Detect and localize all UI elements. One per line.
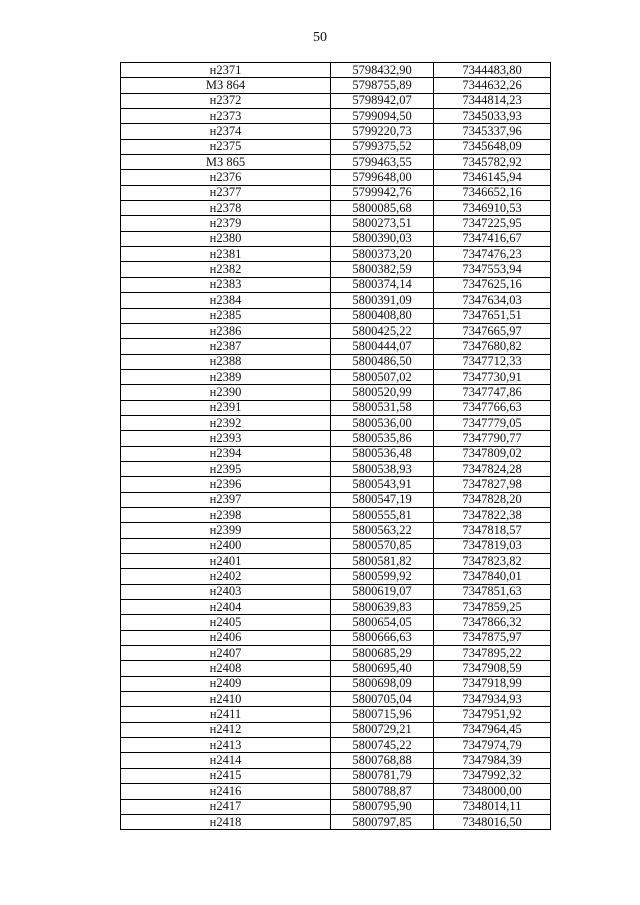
- x-coordinate-cell: 5800797,85: [331, 814, 434, 829]
- y-coordinate-cell: 7347823,82: [434, 554, 551, 569]
- point-id-cell: н2414: [121, 753, 331, 768]
- table-row: [121, 247, 551, 262]
- x-coordinate-cell: 5800795,90: [331, 799, 434, 814]
- point-id-cell: н2407: [121, 646, 331, 661]
- y-coordinate-cell: 7347918,99: [434, 676, 551, 691]
- point-id-cell: н2410: [121, 692, 331, 707]
- y-coordinate-cell: 7347934,93: [434, 692, 551, 707]
- x-coordinate-cell: 5800781,79: [331, 768, 434, 783]
- x-coordinate-cell: 5800535,86: [331, 431, 434, 446]
- table-row: [121, 323, 551, 338]
- table-row: [121, 569, 551, 584]
- y-coordinate-cell: 7344632,26: [434, 78, 551, 93]
- y-coordinate-cell: 7347416,67: [434, 231, 551, 246]
- coordinates-table-body: [121, 63, 551, 830]
- y-coordinate-cell: 7347747,86: [434, 385, 551, 400]
- x-coordinate-cell: 5800373,20: [331, 247, 434, 262]
- x-coordinate-cell: 5800531,58: [331, 400, 434, 415]
- point-id-cell: н2406: [121, 630, 331, 645]
- x-coordinate-cell: 5800390,03: [331, 231, 434, 246]
- y-coordinate-cell: 7347851,63: [434, 584, 551, 599]
- x-coordinate-cell: 5798755,89: [331, 78, 434, 93]
- page-number: 50: [313, 30, 327, 45]
- y-coordinate-cell: 7348000,00: [434, 784, 551, 799]
- x-coordinate-cell: 5799220,73: [331, 124, 434, 139]
- y-coordinate-cell: 7347819,03: [434, 538, 551, 553]
- point-id-cell: н2416: [121, 784, 331, 799]
- point-id-cell: н2378: [121, 201, 331, 216]
- x-coordinate-cell: 5800581,82: [331, 554, 434, 569]
- x-coordinate-cell: 5800619,07: [331, 584, 434, 599]
- y-coordinate-cell: 7347992,32: [434, 768, 551, 783]
- point-id-cell: н2417: [121, 799, 331, 814]
- point-id-cell: н2405: [121, 615, 331, 630]
- table-row: [121, 753, 551, 768]
- point-id-cell: н2386: [121, 323, 331, 338]
- x-coordinate-cell: 5800698,09: [331, 676, 434, 691]
- point-id-cell: н2375: [121, 139, 331, 154]
- y-coordinate-cell: 7347553,94: [434, 262, 551, 277]
- point-id-cell: н2401: [121, 554, 331, 569]
- table-row: [121, 385, 551, 400]
- point-id-cell: н2385: [121, 308, 331, 323]
- table-row: [121, 676, 551, 691]
- y-coordinate-cell: 7347964,45: [434, 722, 551, 737]
- point-id-cell: н2402: [121, 569, 331, 584]
- table-row: [121, 615, 551, 630]
- point-id-cell: н2415: [121, 768, 331, 783]
- point-id-cell: н2395: [121, 461, 331, 476]
- x-coordinate-cell: 5800555,81: [331, 507, 434, 522]
- x-coordinate-cell: 5800745,22: [331, 738, 434, 753]
- table-row: [121, 109, 551, 124]
- table-row: [121, 308, 551, 323]
- y-coordinate-cell: 7347680,82: [434, 339, 551, 354]
- point-id-cell: н2398: [121, 507, 331, 522]
- x-coordinate-cell: 5800520,99: [331, 385, 434, 400]
- x-coordinate-cell: 5800695,40: [331, 661, 434, 676]
- y-coordinate-cell: 7347984,39: [434, 753, 551, 768]
- x-coordinate-cell: 5800654,05: [331, 615, 434, 630]
- y-coordinate-cell: 7347779,05: [434, 415, 551, 430]
- y-coordinate-cell: 7347634,03: [434, 293, 551, 308]
- y-coordinate-cell: 7347866,32: [434, 615, 551, 630]
- x-coordinate-cell: 5799375,52: [331, 139, 434, 154]
- point-id-cell: н2382: [121, 262, 331, 277]
- point-id-cell: н2388: [121, 354, 331, 369]
- point-id-cell: н2374: [121, 124, 331, 139]
- x-coordinate-cell: 5800639,83: [331, 600, 434, 615]
- x-coordinate-cell: 5800425,22: [331, 323, 434, 338]
- table-row: [121, 461, 551, 476]
- point-id-cell: н2408: [121, 661, 331, 676]
- x-coordinate-cell: 5800374,14: [331, 277, 434, 292]
- y-coordinate-cell: 7347840,01: [434, 569, 551, 584]
- y-coordinate-cell: 7345337,96: [434, 124, 551, 139]
- table-row: [121, 400, 551, 415]
- x-coordinate-cell: 5800547,19: [331, 492, 434, 507]
- point-id-cell: н2372: [121, 93, 331, 108]
- y-coordinate-cell: 7347859,25: [434, 600, 551, 615]
- table-row: [121, 78, 551, 93]
- point-id-cell: н2389: [121, 369, 331, 384]
- x-coordinate-cell: 5800666,63: [331, 630, 434, 645]
- table-row: [121, 523, 551, 538]
- table-row: [121, 369, 551, 384]
- x-coordinate-cell: 5800788,87: [331, 784, 434, 799]
- table-row: [121, 630, 551, 645]
- table-row: [121, 814, 551, 829]
- x-coordinate-cell: 5800563,22: [331, 523, 434, 538]
- table-row: [121, 538, 551, 553]
- table-row: [121, 661, 551, 676]
- table-row: [121, 646, 551, 661]
- x-coordinate-cell: 5800705,04: [331, 692, 434, 707]
- x-coordinate-cell: 5800599,92: [331, 569, 434, 584]
- table-row: [121, 784, 551, 799]
- point-id-cell: н2381: [121, 247, 331, 262]
- point-id-cell: н2393: [121, 431, 331, 446]
- x-coordinate-cell: 5800085,68: [331, 201, 434, 216]
- y-coordinate-cell: 7346145,94: [434, 170, 551, 185]
- x-coordinate-cell: 5800729,21: [331, 722, 434, 737]
- point-id-cell: н2409: [121, 676, 331, 691]
- x-coordinate-cell: 5800715,96: [331, 707, 434, 722]
- y-coordinate-cell: 7347818,57: [434, 523, 551, 538]
- table-row: [121, 600, 551, 615]
- table-row: [121, 185, 551, 200]
- y-coordinate-cell: 7347828,20: [434, 492, 551, 507]
- x-coordinate-cell: 5800543,91: [331, 477, 434, 492]
- point-id-cell: н2411: [121, 707, 331, 722]
- y-coordinate-cell: 7347951,92: [434, 707, 551, 722]
- table-row: [121, 738, 551, 753]
- point-id-cell: н2403: [121, 584, 331, 599]
- x-coordinate-cell: 5800486,50: [331, 354, 434, 369]
- point-id-cell: н2384: [121, 293, 331, 308]
- x-coordinate-cell: 5800570,85: [331, 538, 434, 553]
- x-coordinate-cell: 5800391,09: [331, 293, 434, 308]
- point-id-cell: н2396: [121, 477, 331, 492]
- point-id-cell: н2397: [121, 492, 331, 507]
- table-row: [121, 155, 551, 170]
- table-row: [121, 262, 551, 277]
- point-id-cell: н2373: [121, 109, 331, 124]
- table-row: [121, 170, 551, 185]
- y-coordinate-cell: 7347651,51: [434, 308, 551, 323]
- x-coordinate-cell: 5799463,55: [331, 155, 434, 170]
- y-coordinate-cell: 7347824,28: [434, 461, 551, 476]
- y-coordinate-cell: 7347827,98: [434, 477, 551, 492]
- table-row: [121, 584, 551, 599]
- table-row: [121, 446, 551, 461]
- point-id-cell: н2387: [121, 339, 331, 354]
- x-coordinate-cell: 5800382,59: [331, 262, 434, 277]
- table-row: [121, 354, 551, 369]
- x-coordinate-cell: 5800273,51: [331, 216, 434, 231]
- table-row: [121, 707, 551, 722]
- table-row: [121, 492, 551, 507]
- y-coordinate-cell: 7345782,92: [434, 155, 551, 170]
- point-id-cell: н2404: [121, 600, 331, 615]
- y-coordinate-cell: 7347476,23: [434, 247, 551, 262]
- coordinates-table: [120, 62, 551, 830]
- point-id-cell: н2412: [121, 722, 331, 737]
- table-row: [121, 201, 551, 216]
- x-coordinate-cell: 5800538,93: [331, 461, 434, 476]
- table-row: [121, 477, 551, 492]
- x-coordinate-cell: 5798432,90: [331, 63, 434, 78]
- point-id-cell: н2383: [121, 277, 331, 292]
- table-row: [121, 431, 551, 446]
- y-coordinate-cell: 7347822,38: [434, 507, 551, 522]
- point-id-cell: н2418: [121, 814, 331, 829]
- table-row: [121, 768, 551, 783]
- table-row: [121, 231, 551, 246]
- table-row: [121, 93, 551, 108]
- table-row: [121, 124, 551, 139]
- table-row: [121, 139, 551, 154]
- table-row: [121, 507, 551, 522]
- y-coordinate-cell: 7347809,02: [434, 446, 551, 461]
- y-coordinate-cell: 7347225,95: [434, 216, 551, 231]
- x-coordinate-cell: 5799648,00: [331, 170, 434, 185]
- point-id-cell: н2399: [121, 523, 331, 538]
- point-id-cell: н2392: [121, 415, 331, 430]
- x-coordinate-cell: 5800444,07: [331, 339, 434, 354]
- x-coordinate-cell: 5798942,07: [331, 93, 434, 108]
- point-id-cell: н2379: [121, 216, 331, 231]
- table-row: [121, 339, 551, 354]
- table-row: [121, 63, 551, 78]
- x-coordinate-cell: 5800536,48: [331, 446, 434, 461]
- y-coordinate-cell: 7347974,79: [434, 738, 551, 753]
- y-coordinate-cell: 7348016,50: [434, 814, 551, 829]
- y-coordinate-cell: 7348014,11: [434, 799, 551, 814]
- table-row: [121, 799, 551, 814]
- table-row: [121, 277, 551, 292]
- y-coordinate-cell: 7347790,77: [434, 431, 551, 446]
- point-id-cell: н2400: [121, 538, 331, 553]
- y-coordinate-cell: 7344814,23: [434, 93, 551, 108]
- y-coordinate-cell: 7347895,22: [434, 646, 551, 661]
- y-coordinate-cell: 7347712,33: [434, 354, 551, 369]
- x-coordinate-cell: 5800685,29: [331, 646, 434, 661]
- x-coordinate-cell: 5800768,88: [331, 753, 434, 768]
- x-coordinate-cell: 5800507,02: [331, 369, 434, 384]
- point-id-cell: н2371: [121, 63, 331, 78]
- table-row: [121, 293, 551, 308]
- table-row: [121, 692, 551, 707]
- y-coordinate-cell: 7347730,91: [434, 369, 551, 384]
- point-id-cell: н2391: [121, 400, 331, 415]
- y-coordinate-cell: 7344483,80: [434, 63, 551, 78]
- y-coordinate-cell: 7347875,97: [434, 630, 551, 645]
- x-coordinate-cell: 5799942,76: [331, 185, 434, 200]
- y-coordinate-cell: 7347625,16: [434, 277, 551, 292]
- x-coordinate-cell: 5800408,80: [331, 308, 434, 323]
- table-row: [121, 415, 551, 430]
- point-id-cell: н2376: [121, 170, 331, 185]
- table-row: [121, 722, 551, 737]
- x-coordinate-cell: 5800536,00: [331, 415, 434, 430]
- table-row: [121, 554, 551, 569]
- point-id-cell: н2413: [121, 738, 331, 753]
- point-id-cell: МЗ 864: [121, 78, 331, 93]
- point-id-cell: н2380: [121, 231, 331, 246]
- y-coordinate-cell: 7347766,63: [434, 400, 551, 415]
- y-coordinate-cell: 7345033,93: [434, 109, 551, 124]
- y-coordinate-cell: 7346652,16: [434, 185, 551, 200]
- table-row: [121, 216, 551, 231]
- point-id-cell: н2377: [121, 185, 331, 200]
- y-coordinate-cell: 7346910,53: [434, 201, 551, 216]
- point-id-cell: МЗ 865: [121, 155, 331, 170]
- y-coordinate-cell: 7347665,97: [434, 323, 551, 338]
- point-id-cell: н2390: [121, 385, 331, 400]
- y-coordinate-cell: 7347908,59: [434, 661, 551, 676]
- x-coordinate-cell: 5799094,50: [331, 109, 434, 124]
- point-id-cell: н2394: [121, 446, 331, 461]
- y-coordinate-cell: 7345648,09: [434, 139, 551, 154]
